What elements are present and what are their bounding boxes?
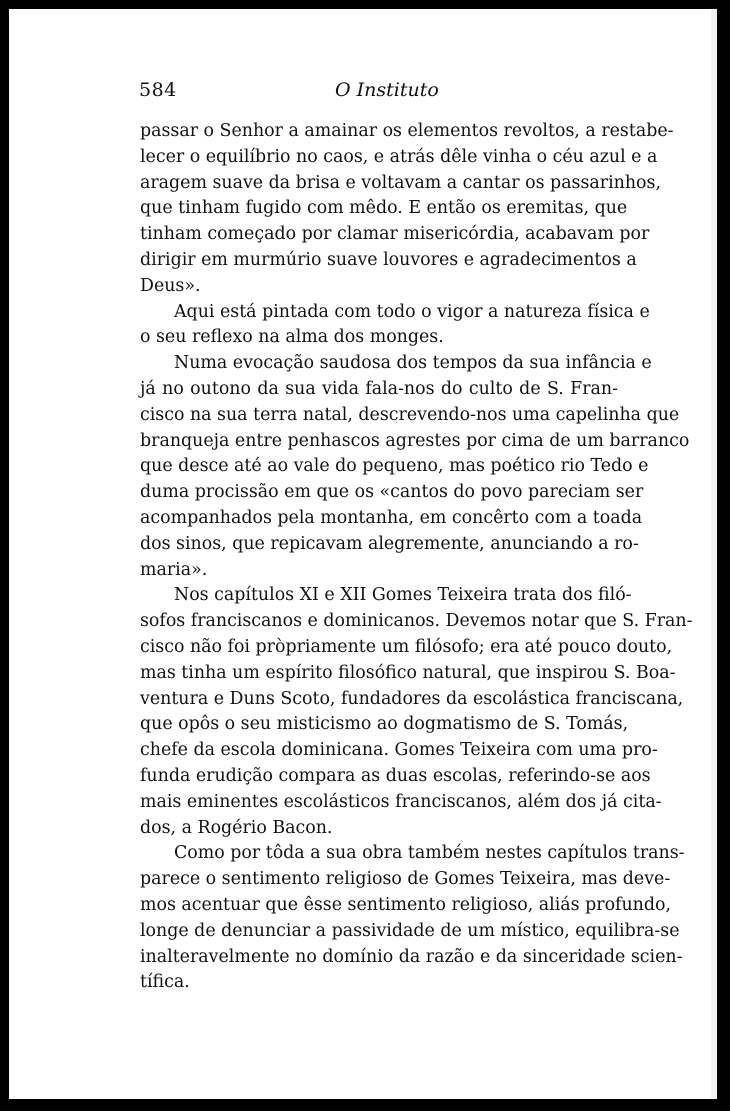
- text-line: que opôs o seu misticismo ao dogmatismo de S. Tomás,: [140, 714, 629, 735]
- text-line: funda erudição compara as duas escolas, referindo-se aos: [140, 765, 651, 786]
- paragraph: [140, 841, 685, 996]
- book-page: [9, 9, 717, 1099]
- text-line: que desce até ao vale do pequeno, mas poético rio Tedo e: [140, 456, 649, 477]
- text-line: sofos franciscanos e dominicanos. Devemos notar que S. Fran-: [140, 611, 693, 632]
- text-line: cisco não foi pròpriamente um filósofo; era até pouco douto,: [140, 636, 673, 657]
- text-line: já no outono da sua vida fala-nos do culto de S. Fran-: [140, 378, 618, 399]
- text-line: tífica.: [140, 972, 190, 993]
- text-line: que tinham fugido com mêdo. E então os eremitas, que: [140, 198, 628, 219]
- text-line: mos acentuar que êsse sentimento religioso, aliás profundo,: [140, 894, 672, 915]
- text-line: dos, a Rogério Bacon.: [140, 817, 333, 838]
- text-line: ventura e Duns Scoto, fundadores da escolástica franciscana,: [140, 688, 684, 709]
- text-line: dos sinos, que repicavam alegremente, anunciando a ro-: [140, 533, 639, 554]
- paragraph: [140, 300, 650, 352]
- running-title: O Instituto: [335, 79, 439, 101]
- text-line: inalteravelmente no domínio da razão e da sinceridade scien-: [140, 946, 683, 967]
- page-number: 584: [139, 79, 177, 101]
- text-line: Deus».: [140, 275, 201, 296]
- paragraph: [140, 583, 693, 841]
- text-line: acompanhados pela montanha, em concêrto com a toada: [140, 507, 643, 528]
- text-line: o seu reflexo na alma dos monges.: [140, 327, 444, 348]
- body-text: [140, 119, 693, 996]
- text-line: mais eminentes escolásticos franciscanos, além dos já cita-: [140, 791, 662, 812]
- text-line: Aqui está pintada com todo o vigor a natureza física e: [174, 301, 650, 322]
- text-line: maria».: [140, 559, 208, 580]
- text-line: cisco na sua terra natal, descrevendo-nos uma capelinha que: [140, 404, 680, 425]
- page-header: [139, 75, 617, 105]
- text-line: chefe da escola dominicana. Gomes Teixeira com uma pro-: [140, 740, 658, 761]
- paragraph: [140, 119, 674, 300]
- page-edge-shadow: [711, 9, 717, 1099]
- text-line: Nos capítulos XI e XII Gomes Teixeira trata dos filó-: [174, 585, 632, 606]
- text-line: passar o Senhor a amainar os elementos revoltos, a restabe-: [140, 121, 674, 141]
- text-line: tinham começado por clamar misericórdia, acabavam por: [140, 224, 650, 245]
- text-line: duma procissão em que os «cantos do povo pareciam ser: [140, 482, 644, 503]
- text-line: longe de denunciar a passividade de um místico, equilibra-se: [140, 920, 680, 941]
- text-line: mas tinha um espírito filosófico natural, que inspirou S. Boa-: [140, 662, 676, 683]
- text-line: lecer o equilíbrio no caos, e atrás dêle vinha o céu azul e a: [140, 146, 658, 167]
- text-line: Numa evocação saudosa dos tempos da sua infância e: [174, 353, 652, 374]
- text-line: dirigir em murmúrio suave louvores e agradecimentos a: [140, 249, 637, 270]
- text-line: parece o sentimento religioso de Gomes Teixeira, mas deve-: [140, 869, 671, 890]
- paragraph: [140, 351, 690, 583]
- text-line: Como por tôda a sua obra também nestes capítulos trans-: [174, 843, 685, 864]
- text-line: aragem suave da brisa e voltavam a cantar os passarinhos,: [140, 172, 661, 193]
- text-line: branqueja entre penhascos agrestes por cima de um barranco: [140, 430, 690, 451]
